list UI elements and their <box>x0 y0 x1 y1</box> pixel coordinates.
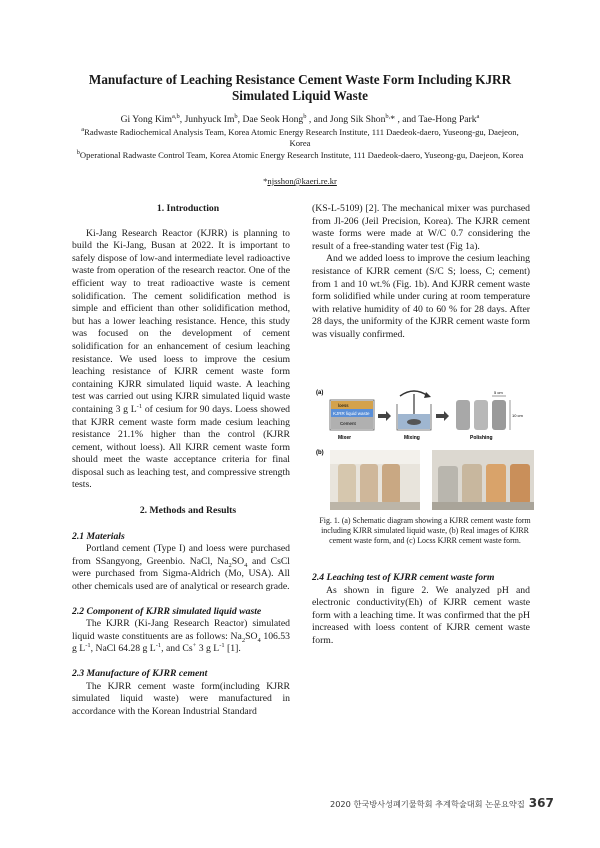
photo-left-floor <box>330 502 420 510</box>
mixer-label: Mixer <box>338 435 352 441</box>
height-label: 10 cm <box>512 413 523 418</box>
subsection-heading-leaching: 2.4 Leaching test of KJRR cement waste form <box>312 572 495 583</box>
cylinder-3 <box>492 400 506 430</box>
figure-1 <box>314 384 536 512</box>
photo-right-floor <box>432 502 534 510</box>
section-heading-methods: 2. Methods and Results <box>139 505 237 517</box>
loess-label: loess <box>338 403 349 408</box>
paper-title: Manufacture of Leaching Resistance Cement Waste Form Including KJRR Simulated Liquid Waste <box>88 72 512 103</box>
sample-7 <box>510 464 530 504</box>
manufacture-text-part3: And we added loess to improve the cesium leaching resistance of KJRR cement (S/C S; loess, C; cement) from 1 and 10 wt.% (Fig. 1b). And KJRR cement waste form solidified while under curing at room temperature with relative humidity of 40 to 60 % for 28 days. After 28 days, the uniformity of the KJRR cement waste form was visually confirmed. <box>312 253 530 340</box>
arrow-right-icon-2 <box>436 411 449 421</box>
rotation-arrowhead-icon <box>424 392 431 398</box>
subsection-heading-manufacture: 2.3 Manufacture of KJRR cement <box>72 668 208 679</box>
cylinder-2 <box>474 400 488 430</box>
width-label: 5 cm <box>494 390 503 395</box>
manufacture-text-part1: The KJRR cement waste form(including KJRR simulated liquid waste) were manufactured in accordance with the Korean Industrial Standard <box>72 680 290 717</box>
sample-1 <box>338 464 356 504</box>
component-text: The KJRR (Ki-Jang Research Reactor) simulated liquid waste constituents are as follows: $Na_2SO_4$ 106.53 g $L^{-1}$, NaCl 64.28 g $L^{-1}$, and Cs+ 3 g $L^{-1}$ [1]. <box>72 618 290 655</box>
materials-text: Portland cement (Type I) and loess were purchased from SSangyong, Greenbio. NaCl, $Na_2SO_4$ and CsCl were purchased from Sigma-Aldrich (Mo, USA). All other chemicals used are of analytical or research grade. <box>72 543 290 593</box>
figure-label-b: (b) <box>316 450 324 456</box>
mixer-blade <box>407 419 421 425</box>
waste-label: KJRR liquid waste <box>333 411 370 416</box>
author-line: Gi Yong Kim$^{a,b}$, Junhyuck Im$^b$, Dae Seok Hong$^b$ , and Jong Sik Shon$^{b,}$* , and Tae-Hong Park$^a$ <box>120 112 480 125</box>
manufacture-text-part2: (KS-L-5109) [2]. The mechanical mixer was purchased from Jl-206 (Jeil Precision, Korea). The KJRR cement waste forms were made at W/C 0.7 considering the result of a free-standing water test (Fig 1a). <box>312 203 530 252</box>
page-number: 367 <box>528 796 554 810</box>
figure-caption: Fig. 1. (a) Schematic diagram showing a KJRR cement waste form including KJRR simulated liquid waste, (b) Real images of KJRR cement waste form, and (c) Locss KJRR cement waste form. <box>319 516 531 545</box>
right-column <box>312 203 530 342</box>
page-footer <box>330 796 554 810</box>
affiliation-a: $^a$Radwaste Radiochemical Analysis Team, Korea Atomic Energy Research Institute, 111 Daedeok-daero, Yuseong-gu, Daejeon, Korea <box>81 126 519 148</box>
subsection-heading-materials: 2.1 Materials <box>72 530 125 542</box>
left-column <box>72 203 290 718</box>
right-column-lower <box>312 572 530 648</box>
journal-name: 2020 한국방사성폐기물학회 추계학술대회 논문요약집 <box>330 799 525 809</box>
sample-4 <box>438 466 458 504</box>
corresponding-email[interactable]: *njsshon@kaeri.re.kr <box>263 176 337 186</box>
sample-2 <box>360 464 378 504</box>
subsection-heading-component: 2.2 Component of KJRR simulated liquid waste <box>72 605 262 617</box>
leaching-text: As shown in figure 2. We analyzed pH and electronic conductivity(Eh) of KJRR cement waste form with a leaching time. It was confirmed that the pH increased with loess content of KJRR cement waste form. <box>312 584 530 646</box>
affiliation-b: $^b$Operational Radwaste Control Team, Korea Atomic Energy Research Institute, 111 Daedeok-daero, Yuseong-gu, Daejeon, Korea <box>76 149 524 160</box>
figure-1-graphic <box>314 384 536 512</box>
sample-3 <box>382 464 400 504</box>
introduction-text: Ki-Jang Research Reactor (KJRR) is planning to build the Ki-Jang, Busan at 2022. It is important to safely dispose of low-and intermediate level radioactive waste from operation of the research reactor. One of the efficient way to treat radioactive waste is cement solidification. The cement solidification method is simple and efficient than other solidification method, but has a lower leaching resistance. Hence, this study was focused on the development of cement solidification for an enhancement of cesium leaching resistance. We used loess to improve the cesium leaching resistance of KJRR cement waste form containing KJRR simulated liquid waste. A leaching test was carried out using KJRR simulated liquid waste containing 3 g $L^{-1}$ of cesium for 90 days. Loess showed that KJRR cement waste form made cesium leaching resistance 21.1% higher than the control (KJRR cement, without loess). All KJRR cement waste form should meet the waste acceptance criteria for final disposal such as leaching test, and compressive strength tests. <box>72 227 291 491</box>
cement-label: Cement <box>340 421 356 426</box>
figure-label-a: (a) <box>316 390 324 396</box>
polishing-label: Polishing <box>470 435 493 441</box>
section-heading-introduction: 1. Introduction <box>156 203 220 214</box>
sample-6 <box>486 464 506 504</box>
photo-left-bg <box>330 450 420 464</box>
sample-5 <box>462 464 482 504</box>
arrow-right-icon <box>378 411 391 421</box>
cylinder-1 <box>456 400 470 430</box>
mixing-label: Mixing <box>404 435 420 441</box>
